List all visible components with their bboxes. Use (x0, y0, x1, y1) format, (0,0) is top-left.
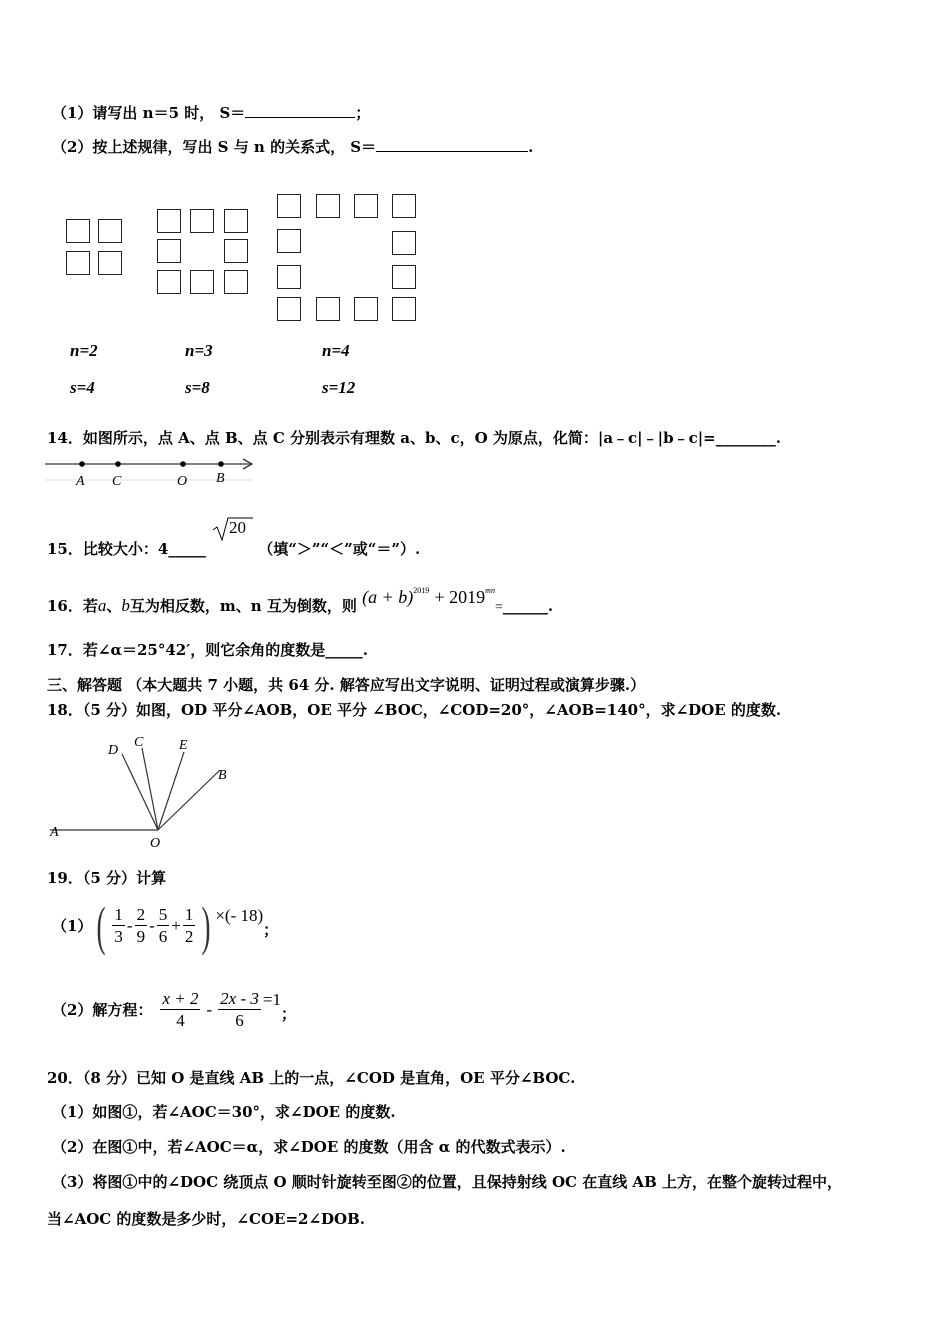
fraction: $\frac{1}{3}$ (114, 904, 123, 946)
ray-label-e: E (179, 738, 188, 753)
q17-text: 17．若∠α＝25°42′，则它余角的度数是_____. (47, 641, 368, 659)
caption-n3: n=3 (185, 341, 213, 360)
point-label-b: B (216, 471, 225, 486)
square (190, 209, 214, 233)
angle-figure (42, 728, 234, 852)
square (277, 265, 301, 289)
caption-s2: s=4 (70, 378, 95, 397)
q19-part1: （1） ( $\frac{1}{3}$ - $\frac{2}{9}$ - $\frac{5}{6}$ + $\frac{1}{2}$ ) ×(- 18) ； (52, 896, 279, 956)
square (277, 229, 301, 253)
square (224, 209, 248, 233)
square (354, 194, 378, 218)
answer-blank (376, 136, 528, 152)
q15-text: 15．比较大小：4_____ 20 （填“＞”“＜”或“＝”）. (47, 518, 421, 558)
square (66, 219, 90, 243)
fraction: $\frac{2x - 3}{6}$ (220, 988, 259, 1030)
number-line (42, 452, 258, 492)
ray-label-d: D (108, 743, 119, 758)
q20-part3b: 当∠AOC 的度数是多少时，∠COE=2∠DOB. (47, 1210, 365, 1228)
square (392, 194, 416, 218)
q18-text: 18．（5 分）如图，OD 平分∠AOB，OE 平分 ∠BOC，∠COD=20°，∠AOB=140°，求∠DOE 的度数. (47, 701, 782, 719)
caption-n2: n=2 (70, 341, 98, 360)
square (98, 251, 122, 275)
q19-part2: （2）解方程： $\frac{x + 2}{4}$ - $\frac{2x - 3}{6}$ =1 ； (52, 988, 296, 1030)
square (157, 209, 181, 233)
fraction: $\frac{5}{6}$ (158, 904, 168, 946)
vertex-label-o: O (150, 836, 161, 851)
square (157, 270, 181, 294)
fraction: $\frac{2}{9}$ (136, 904, 146, 946)
q20-part2: （2）在图①中，若∠AOC＝α，求∠DOE 的度数（用含 α 的代数式表示）. (52, 1138, 566, 1156)
q13-part2: （2）按上述规律，写出 S 与 n 的关系式， S＝ . (52, 138, 534, 156)
point-label-o: O (177, 474, 188, 489)
square (190, 270, 214, 294)
q16-text: 16．若a、b互为相反数，m、n 互为倒数，则 $(a + b)^{2019}$ + $2019^{mn}=\_\_\_\_\_\_$. (47, 586, 554, 615)
q13-part1: （1）请写出 n＝5 时， S＝ ； (52, 104, 371, 122)
square (66, 251, 90, 275)
answer-blank (245, 102, 355, 118)
caption-n4: n=4 (322, 341, 350, 360)
square (316, 297, 340, 321)
square (157, 239, 181, 263)
q20-part3a: （3）将图①中的∠DOC 绕顶点 O 顺时针旋转至图②的位置，且保持射线 OC 在直线 AB 上方，在整个旋转过程中， (52, 1173, 842, 1191)
q19-heading: 19．（5 分）计算 (47, 869, 167, 887)
q20-part1: （1）如图①，若∠AOC＝30°，求∠DOE 的度数. (52, 1103, 396, 1121)
point-label-a: A (76, 474, 85, 489)
ray-label-c: C (134, 735, 144, 750)
square (224, 239, 248, 263)
ray-label-a: A (50, 825, 59, 840)
q20-heading: 20．（8 分）已知 O 是直线 AB 上的一点，∠COD 是直角，OE 平分∠BOC. (47, 1069, 576, 1087)
square (277, 297, 301, 321)
point-label-c: C (112, 474, 122, 489)
ray-label-b: B (218, 768, 227, 783)
caption-s3: s=8 (185, 378, 210, 397)
square (277, 194, 301, 218)
fraction: $\frac{x + 2}{4}$ (162, 988, 199, 1030)
square (392, 231, 416, 255)
square (224, 270, 248, 294)
caption-s4: s=12 (322, 378, 356, 397)
square (392, 297, 416, 321)
section-heading: 三、解答题 （本大题共 7 小题，共 64 分. 解答应写出文字说明、证明过程或演算步骤.） (47, 676, 646, 694)
fraction: $\frac{1}{2}$ (184, 904, 194, 946)
square (392, 265, 416, 289)
square (354, 297, 378, 321)
q14-text: 14．如图所示，点 A、点 B、点 C 分别表示有理数 a、b、c，O 为原点，化简：|a﹣c|﹣|b﹣c|=________. (47, 429, 781, 447)
square (316, 194, 340, 218)
sqrt-expression: 20 (211, 534, 253, 554)
square (98, 219, 122, 243)
